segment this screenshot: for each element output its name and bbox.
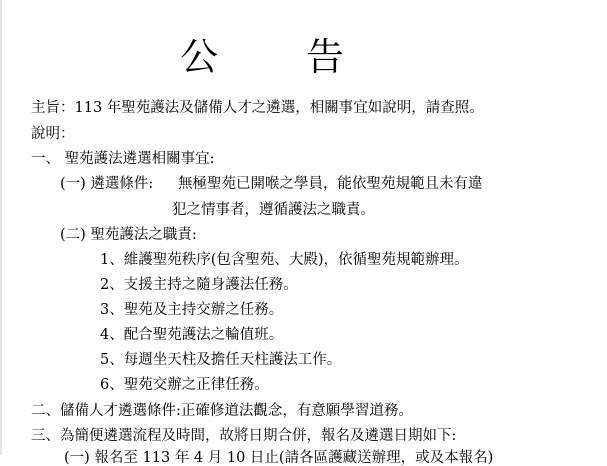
item1-text-line2: 犯之情事者，遵循護法之職責。	[172, 202, 375, 218]
item1-text-line1: 無極聖苑已開喉之學員，能依聖苑規範且未有違	[178, 176, 483, 192]
duty-item-3: 3、聖苑及主持交辦之任務。	[100, 302, 284, 318]
section3-line: 三、為簡便遴選流程及時間，故將日期合併，報名及遴選日期如下:	[31, 428, 457, 444]
section3-next-partial: (一) 報名至 113 年 4 月 10 日止(請各區護藏送辦理，或及本報名)	[64, 450, 494, 466]
duty-item-6: 6、聖苑交辦之正律任務。	[100, 377, 269, 393]
subject-line: 主旨：113 年聖苑護法及儲備人才之遴選，相關事宜如說明，請查照。	[31, 100, 484, 116]
duty-item-4: 4、配合聖苑護法之輪值班。	[100, 327, 284, 343]
duty-item-1: 1、維護聖苑秩序(包含聖苑、大殿)，依循聖苑規範辦理。	[100, 252, 469, 268]
duty-item-5: 5、每週坐天柱及擔任天柱護法工作。	[100, 352, 342, 368]
item2-label: (二) 聖苑護法之職責:	[60, 227, 197, 243]
item1-label: (一) 遴選條件:	[60, 176, 154, 192]
title-char-gong: 公	[180, 35, 219, 79]
explanation-label: 說明：	[31, 126, 75, 142]
title-char-gao: 告	[306, 35, 345, 79]
section1-heading: 一、 聖苑護法遴選相關事宜:	[31, 151, 215, 167]
page-edge	[0, 0, 2, 455]
duty-item-2: 2、支援主持之隨身護法任務。	[100, 277, 298, 293]
section2-line: 二、儲備人才遴選條件:正確修道法觀念，有意願學習道務。	[31, 403, 413, 419]
